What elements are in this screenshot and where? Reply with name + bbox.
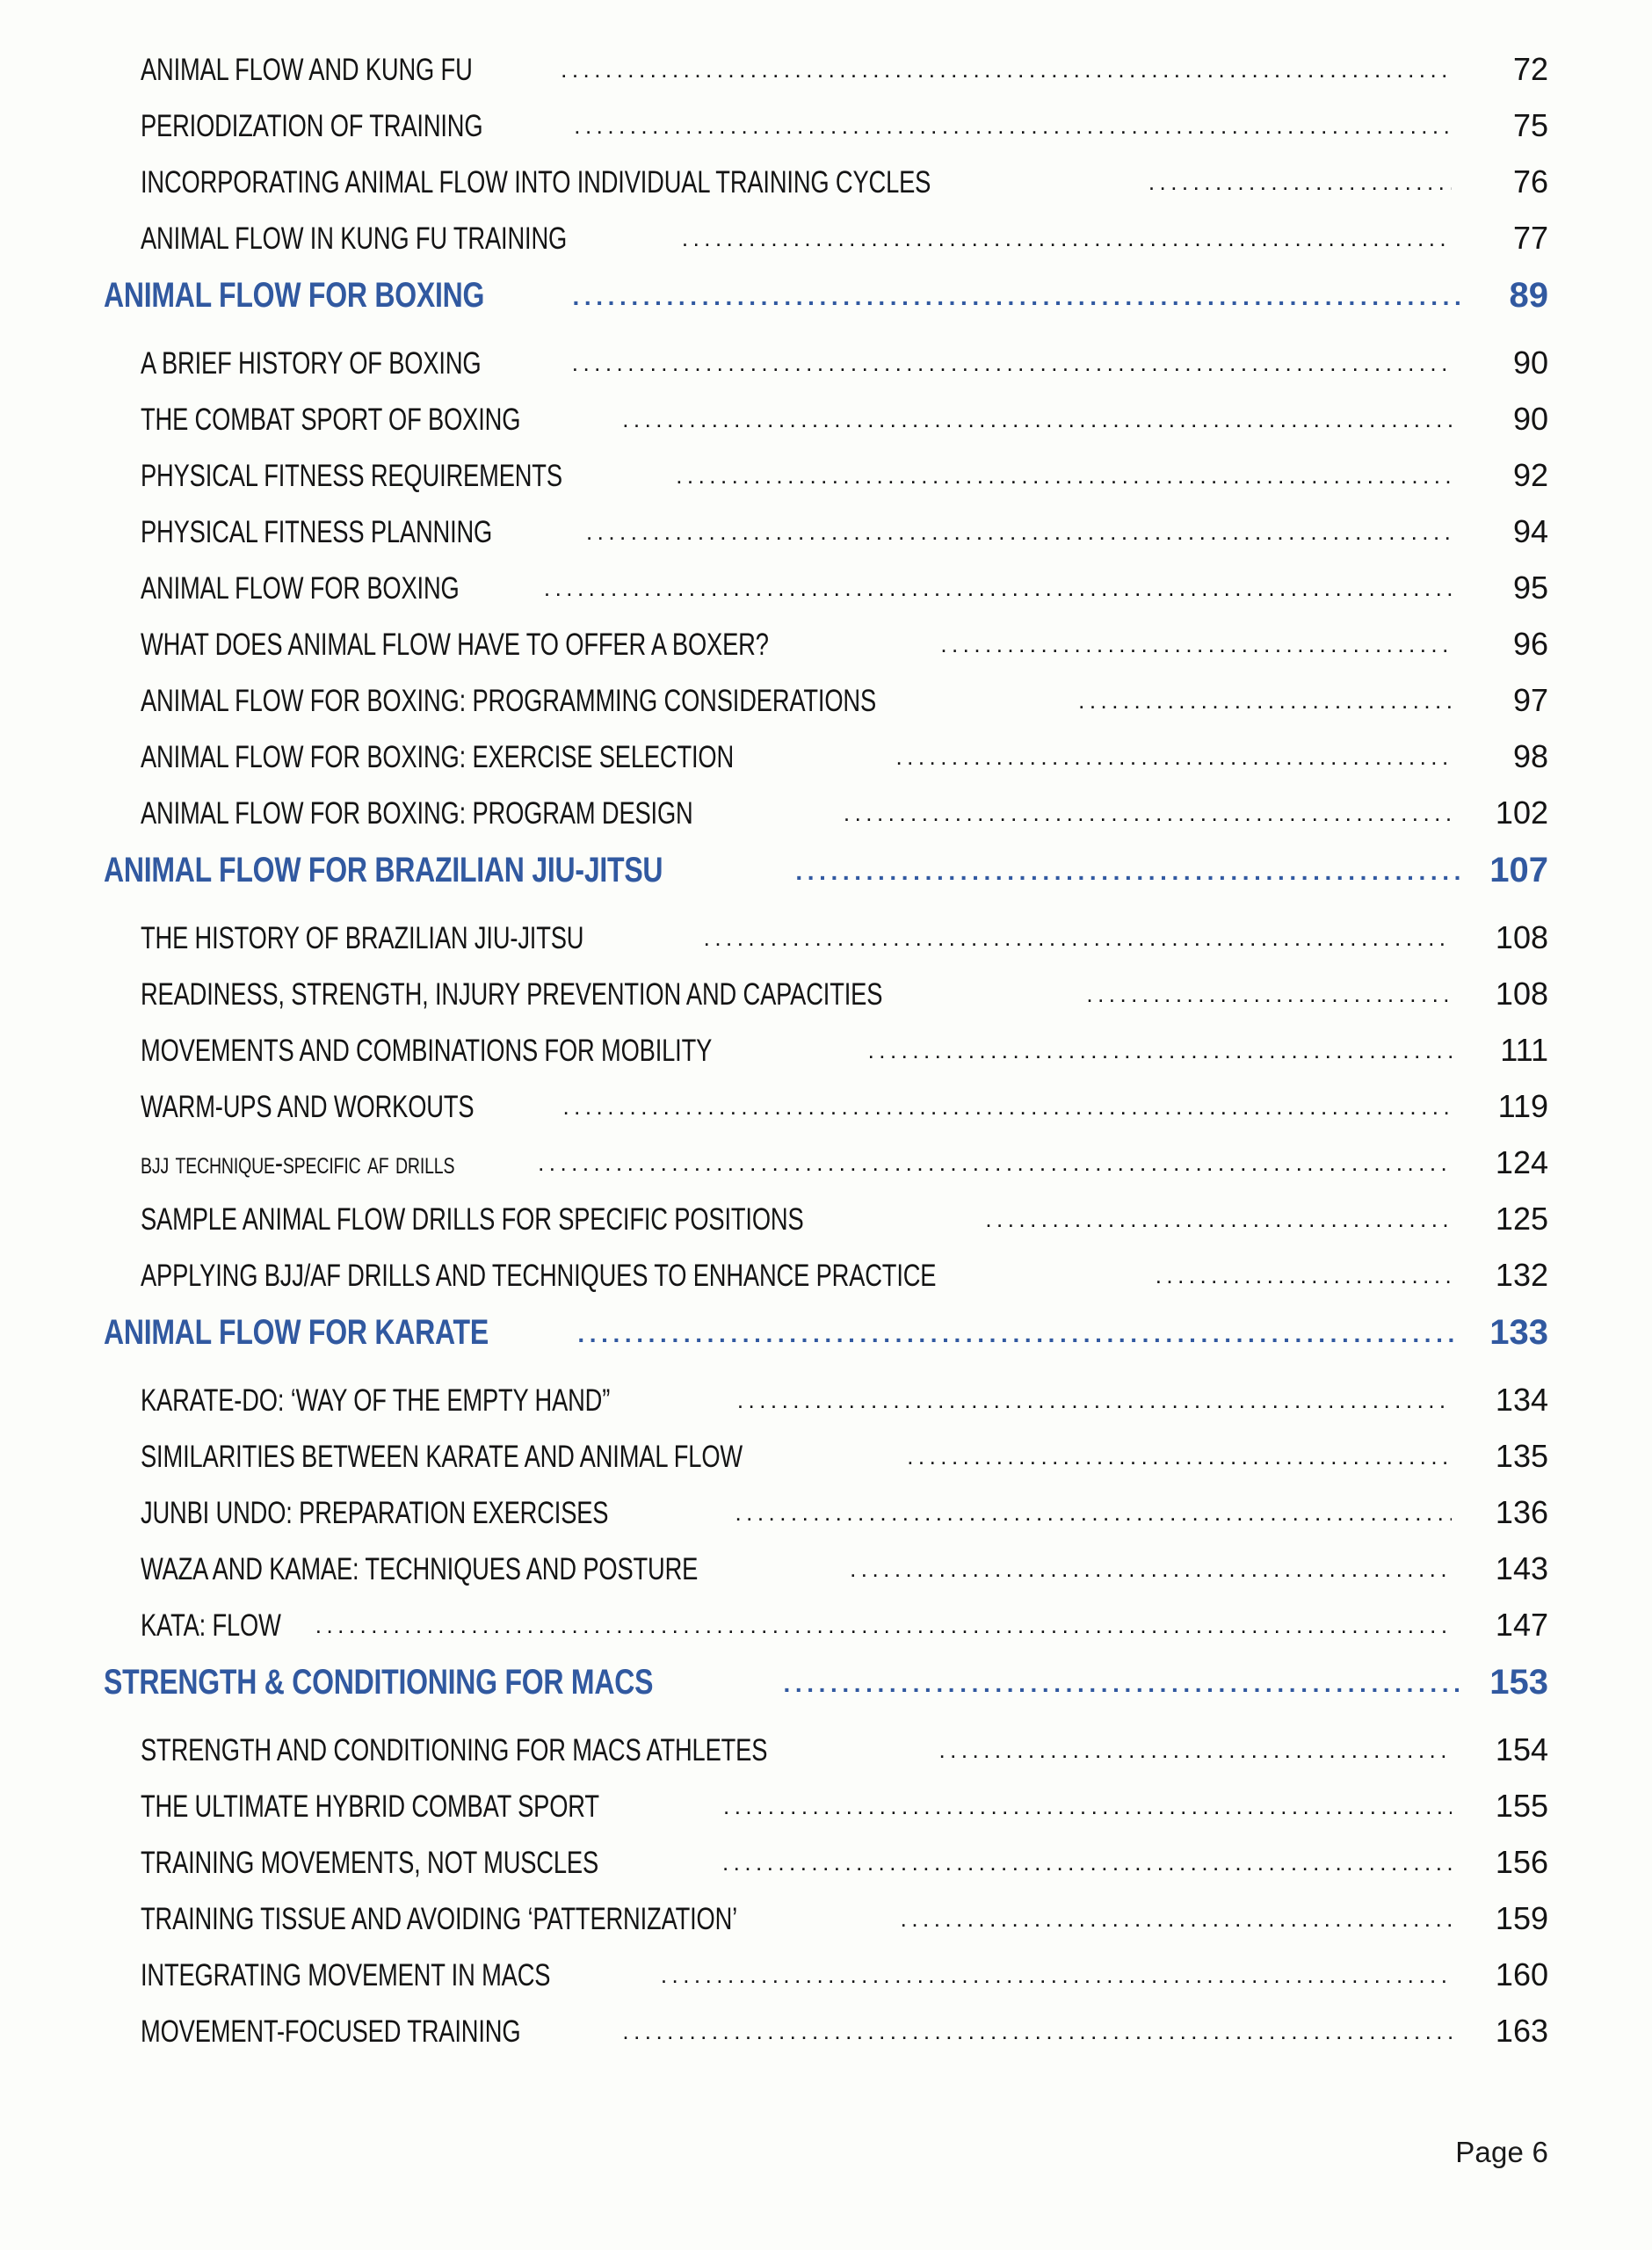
toc-entry-label: bjj technique-specific af drills: [141, 1146, 455, 1180]
toc-section-label: ANIMAL FLOW FOR KARATE: [104, 1313, 489, 1352]
toc-page-number: 143: [1495, 1550, 1548, 1586]
toc-entry-label: MOVEMENTS AND COMBINATIONS FOR MOBILITY: [141, 1034, 713, 1068]
toc-dot-leader: [622, 2018, 1452, 2041]
toc-page-number: 134: [1495, 1382, 1548, 1418]
toc-entry-row[interactable]: [104, 570, 1548, 626]
toc-entry-row[interactable]: [104, 1201, 1548, 1257]
toc-entry-label: INTEGRATING MOVEMENT IN MACS: [141, 1958, 551, 1992]
toc-dot-leader: [723, 1793, 1452, 1816]
toc-page-number: 132: [1495, 1257, 1548, 1293]
toc-page-number: 159: [1495, 1900, 1548, 1936]
toc-page-number: 95: [1512, 570, 1548, 606]
toc-dot-leader: [586, 519, 1452, 541]
toc-dot-leader: [737, 1387, 1452, 1410]
toc-entry-row[interactable]: [104, 220, 1548, 276]
toc-page-number: 98: [1512, 738, 1548, 774]
toc-page-number: 90: [1512, 345, 1548, 381]
toc-dot-leader: [538, 1150, 1452, 1172]
toc-page-number: 97: [1512, 682, 1548, 718]
toc-page-number: 76: [1512, 163, 1548, 200]
toc-section-row[interactable]: [104, 851, 1548, 919]
toc-entry-label: WAZA AND KAMAE: TECHNIQUES AND POSTURE: [141, 1552, 699, 1586]
toc-entry-label: SAMPLE ANIMAL FLOW DRILLS FOR SPECIFIC POSITIONS: [141, 1202, 804, 1237]
toc-dot-leader: [985, 1206, 1452, 1229]
toc-dot-leader: [682, 225, 1452, 248]
toc-section-row[interactable]: [104, 1313, 1548, 1382]
toc-dot-leader: [1086, 981, 1452, 1004]
toc-entry-label: APPLYING BJJ/AF DRILLS AND TECHNIQUES TO ENHANCE PRACTICE: [141, 1259, 937, 1293]
toc-dot-leader: [544, 575, 1452, 598]
toc-page-number: 154: [1495, 1731, 1548, 1767]
toc-entry-row[interactable]: [104, 1144, 1548, 1201]
toc-entry-label: INCORPORATING ANIMAL FLOW INTO INDIVIDUAL TRAINING CYCLES: [141, 165, 931, 200]
toc-entry-label: MOVEMENT-FOCUSED TRAINING: [141, 2014, 521, 2049]
toc-dot-leader: [573, 283, 1460, 308]
toc-entry-label: READINESS, STRENGTH, INJURY PREVENTION AND CAPACITIES: [141, 977, 883, 1012]
toc-section-row[interactable]: [104, 1663, 1548, 1731]
toc-page-number: 102: [1495, 795, 1548, 831]
toc-dot-leader: [895, 744, 1452, 766]
toc-page-number: 155: [1495, 1788, 1548, 1824]
toc-entry-label: STRENGTH AND CONDITIONING FOR MACS ATHLETES: [141, 1733, 768, 1767]
toc-entry-row[interactable]: [104, 345, 1548, 401]
toc-page-number: 94: [1512, 513, 1548, 549]
toc-entry-row[interactable]: [104, 1731, 1548, 1788]
toc-entry-label: ANIMAL FLOW FOR BOXING: EXERCISE SELECTION: [141, 740, 735, 774]
toc-entry-row[interactable]: [104, 626, 1548, 682]
toc-entry-label: THE COMBAT SPORT OF BOXING: [141, 403, 521, 437]
toc-dot-leader: [868, 1037, 1452, 1060]
toc-section-label: STRENGTH & CONDITIONING FOR MACS: [104, 1663, 654, 1702]
toc-dot-leader: [844, 800, 1452, 823]
toc-dot-leader: [938, 1737, 1452, 1760]
toc-page-number: 124: [1495, 1144, 1548, 1180]
toc-entry-row[interactable]: [104, 1438, 1548, 1494]
toc-entry-row[interactable]: [104, 163, 1548, 220]
toc-dot-leader: [572, 350, 1452, 373]
toc-entry-label: KATA: FLOW: [141, 1608, 281, 1643]
toc-page-number: 135: [1495, 1438, 1548, 1474]
toc-section-label: ANIMAL FLOW FOR BOXING: [104, 276, 485, 315]
toc-dot-leader: [735, 1499, 1453, 1522]
toc-page-number: 75: [1512, 107, 1548, 143]
toc-entry-label: JUNBI UNDO: PREPARATION EXERCISES: [141, 1496, 609, 1530]
toc-entry-label: TRAINING MOVEMENTS, NOT MUSCLES: [141, 1846, 599, 1880]
toc-dot-leader: [1078, 687, 1452, 710]
toc-page-number: 77: [1512, 220, 1548, 256]
toc-entry-row[interactable]: [104, 738, 1548, 795]
toc-page-number: 89: [1509, 276, 1548, 315]
toc-entry-label: ANIMAL FLOW FOR BOXING: PROGRAMMING CONSIDERATIONS: [141, 684, 877, 718]
toc-entry-label: WHAT DOES ANIMAL FLOW HAVE TO OFFER A BOXER?: [141, 628, 769, 662]
toc-page-number: 133: [1489, 1313, 1548, 1352]
toc-dot-leader: [574, 112, 1452, 135]
toc-entry-row[interactable]: [104, 919, 1548, 976]
toc-entry-row[interactable]: [104, 1088, 1548, 1144]
toc-entry-row[interactable]: [104, 682, 1548, 738]
toc-entry-label: KARATE-DO: ‘WAY OF THE EMPTY HAND”: [141, 1383, 611, 1418]
toc-page-number: 90: [1512, 401, 1548, 437]
toc-page-number: 108: [1495, 976, 1548, 1012]
toc-entry-row[interactable]: [104, 1550, 1548, 1607]
toc-page-number: 111: [1500, 1032, 1548, 1068]
toc-dot-leader: [622, 406, 1452, 429]
toc-entry-row[interactable]: [104, 1900, 1548, 1956]
toc-page-number: 92: [1512, 457, 1548, 493]
toc-entry-label: ANIMAL FLOW FOR BOXING: PROGRAM DESIGN: [141, 796, 693, 831]
toc-dot-leader: [901, 1905, 1452, 1928]
toc-dot-leader: [577, 1320, 1460, 1345]
toc-page-number: 125: [1495, 1201, 1548, 1237]
toc-section-row[interactable]: [104, 276, 1548, 345]
toc-entry-row[interactable]: [104, 2013, 1548, 2069]
toc-entry-row[interactable]: [104, 1382, 1548, 1438]
toc-entry-label: PERIODIZATION OF TRAINING: [141, 109, 483, 143]
toc-entry-row[interactable]: [104, 1844, 1548, 1900]
toc-dot-leader: [661, 1962, 1452, 1985]
toc-entry-row[interactable]: [104, 976, 1548, 1032]
toc-page-number: 160: [1495, 1956, 1548, 1992]
toc-dot-leader: [1156, 1262, 1452, 1285]
toc-entry-row[interactable]: [104, 107, 1548, 163]
toc-page-number: 108: [1495, 919, 1548, 955]
toc-entry-label: TRAINING TISSUE AND AVOIDING ‘PATTERNIZATION’: [141, 1902, 738, 1936]
toc-dot-leader: [704, 925, 1452, 947]
toc-entry-label: ANIMAL FLOW IN KUNG FU TRAINING: [141, 221, 568, 256]
table-of-contents-list: [104, 51, 1548, 2069]
toc-page-number: 136: [1495, 1494, 1548, 1530]
toc-page-number: 96: [1512, 626, 1548, 662]
toc-entry-label: ANIMAL FLOW FOR BOXING: [141, 571, 460, 606]
toc-dot-leader: [315, 1612, 1452, 1635]
toc-entry-row[interactable]: [104, 1032, 1548, 1088]
toc-dot-leader: [676, 462, 1452, 485]
toc-dot-leader: [784, 1670, 1461, 1695]
toc-entry-label: WARM-UPS AND WORKOUTS: [141, 1090, 475, 1124]
toc-entry-label: THE HISTORY OF BRAZILIAN JIU-JITSU: [141, 921, 584, 955]
toc-section-label: ANIMAL FLOW FOR BRAZILIAN JIU-JITSU: [104, 851, 663, 889]
toc-dot-leader: [1148, 169, 1452, 192]
toc-entry-label: A BRIEF HISTORY OF BOXING: [141, 346, 482, 381]
toc-entry-label: ANIMAL FLOW AND KUNG FU: [141, 53, 473, 87]
toc-dot-leader: [850, 1556, 1452, 1579]
toc-page-number: 147: [1495, 1607, 1548, 1643]
toc-entry-row[interactable]: [104, 1494, 1548, 1550]
toc-entry-row[interactable]: [104, 1257, 1548, 1313]
toc-dot-leader: [940, 631, 1452, 654]
toc-dot-leader: [907, 1443, 1452, 1466]
toc-page-number: 163: [1495, 2013, 1548, 2049]
toc-entry-row[interactable]: [104, 1607, 1548, 1663]
toc-page-number: 156: [1495, 1844, 1548, 1880]
toc-page-number: 72: [1512, 51, 1548, 87]
toc-entry-label: PHYSICAL FITNESS REQUIREMENTS: [141, 459, 562, 493]
toc-page-number: 107: [1489, 851, 1548, 889]
toc-entry-row[interactable]: [104, 51, 1548, 107]
toc-entry-label: PHYSICAL FITNESS PLANNING: [141, 515, 493, 549]
toc-page-number: 153: [1489, 1663, 1548, 1702]
toc-entry-row[interactable]: [104, 401, 1548, 457]
toc-dot-leader: [722, 1849, 1452, 1872]
toc-dot-leader: [561, 56, 1452, 79]
toc-dot-leader: [795, 858, 1460, 882]
page-footer: Page 6: [1455, 2136, 1548, 2168]
toc-entry-row[interactable]: [104, 1956, 1548, 2013]
toc-entry-label: THE ULTIMATE HYBRID COMBAT SPORT: [141, 1789, 599, 1824]
toc-entry-label: SIMILARITIES BETWEEN KARATE AND ANIMAL FLOW: [141, 1440, 743, 1474]
toc-entry-row[interactable]: [104, 457, 1548, 513]
toc-entry-row[interactable]: [104, 513, 1548, 570]
toc-entry-row[interactable]: [104, 1788, 1548, 1844]
toc-dot-leader: [562, 1093, 1452, 1116]
toc-page-number: 119: [1497, 1088, 1548, 1124]
toc-entry-row[interactable]: [104, 795, 1548, 851]
